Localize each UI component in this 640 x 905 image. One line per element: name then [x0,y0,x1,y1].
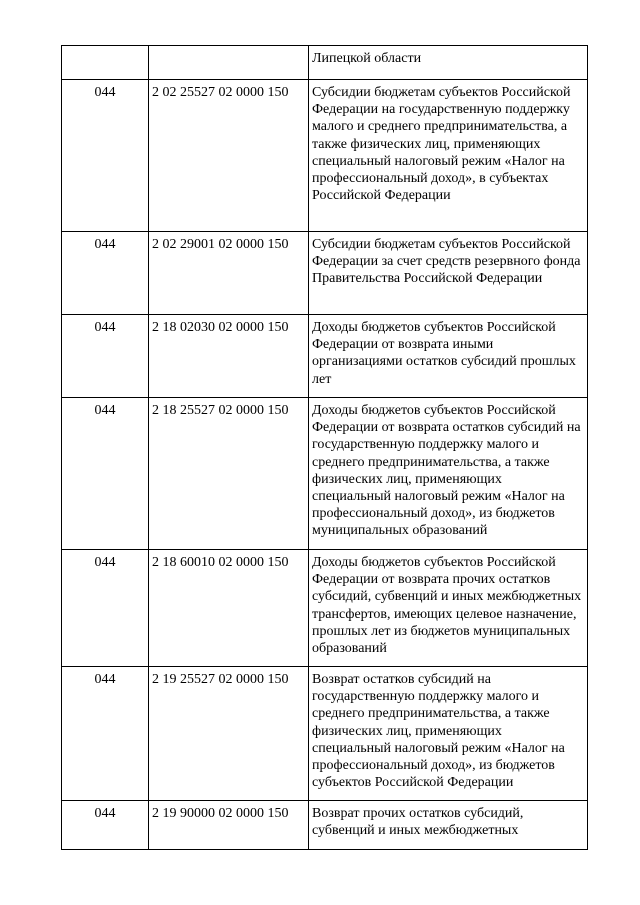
description-cell: Субсидии бюджетам субъектов Российской Федерации на государственную поддержку малого и среднего предпринимательства, а также физических лиц, применяющих специальный налоговый режим «Налог на профессиональный доход», в субъектах Российской Федерации [309,80,588,232]
budget-code-cell: 2 19 90000 02 0000 150 [149,801,309,850]
admin-code-cell: 044 [62,315,149,398]
description-cell: Доходы бюджетов субъектов Российской Федерации от возврата иными организациями остатков субсидий прошлых лет [309,315,588,398]
description-cell: Субсидии бюджетам субъектов Российской Федерации за счет средств резервного фонда Правительства Российской Федерации [309,232,588,315]
admin-code-cell: 044 [62,80,149,232]
description-cell: Липецкой области [309,46,588,80]
budget-code-cell: 2 02 29001 02 0000 150 [149,232,309,315]
budget-code-cell: 2 19 25527 02 0000 150 [149,667,309,801]
description-cell: Доходы бюджетов субъектов Российской Федерации от возврата прочих остатков субсидий, субвенций и иных межбюджетных трансфертов, имеющих целевое назначение, прошлых лет из бюджетов муниципальных образований [309,550,588,667]
budget-code-cell [149,46,309,80]
admin-code-cell: 044 [62,232,149,315]
admin-code-cell [62,46,149,80]
table-row [62,232,588,315]
table-row [62,801,588,850]
table-row [62,550,588,667]
table-row [62,80,588,232]
description-cell: Доходы бюджетов субъектов Российской Федерации от возврата остатков субсидий на государственную поддержку малого и среднего предпринимательства, а также физических лиц, применяющих специальный налоговый режим «Налог на профессиональный доход», из бюджетов муниципальных образований [309,398,588,550]
budget-code-cell: 2 02 25527 02 0000 150 [149,80,309,232]
admin-code-cell: 044 [62,398,149,550]
table-row [62,398,588,550]
table-row [62,46,588,80]
budget-code-cell: 2 18 60010 02 0000 150 [149,550,309,667]
table-row [62,667,588,801]
description-cell: Возврат остатков субсидий на государственную поддержку малого и среднего предпринимательства, а также физических лиц, применяющих специальный налоговый режим «Налог на профессиональный доход», из бюджетов субъектов Российской Федерации [309,667,588,801]
admin-code-cell: 044 [62,667,149,801]
budget-code-cell: 2 18 25527 02 0000 150 [149,398,309,550]
budget-code-cell: 2 18 02030 02 0000 150 [149,315,309,398]
admin-code-cell: 044 [62,801,149,850]
budget-codes-table [61,45,588,850]
table-row [62,315,588,398]
admin-code-cell: 044 [62,550,149,667]
description-cell: Возврат прочих остатков субсидий, субвенций и иных межбюджетных [309,801,588,850]
